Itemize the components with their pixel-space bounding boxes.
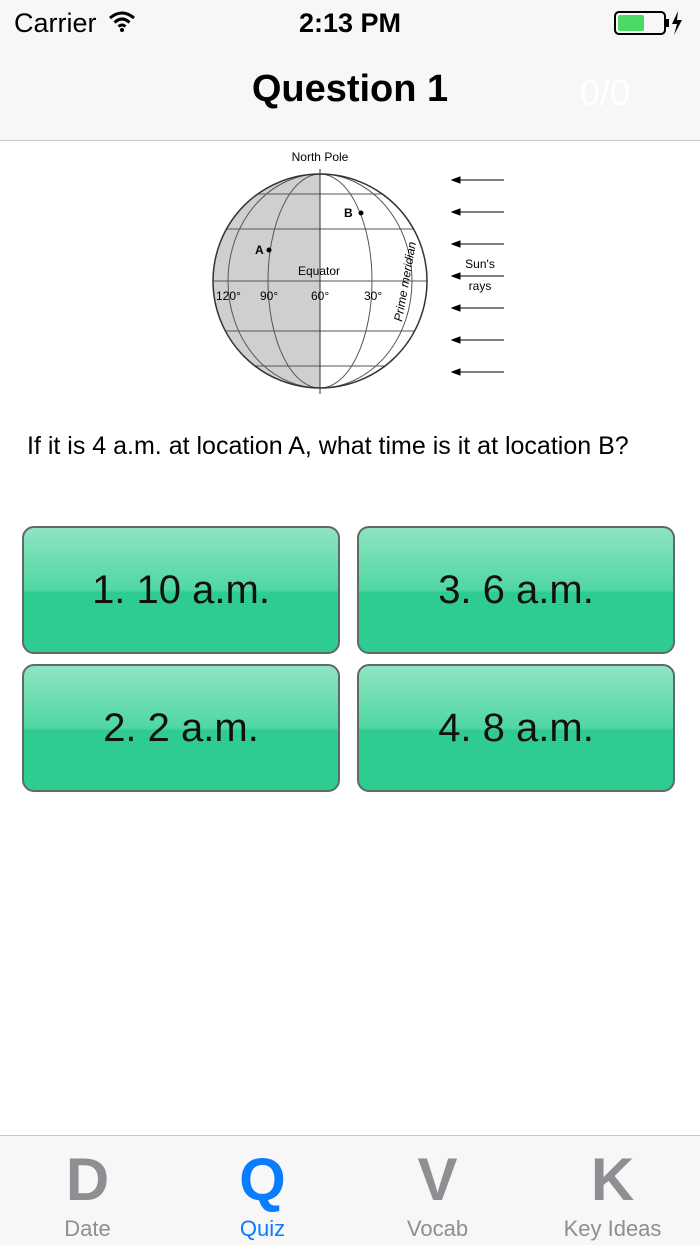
north-pole-label: North Pole: [291, 150, 349, 164]
tab-quiz[interactable]: [175, 1136, 350, 1245]
vocab-tab-icon: V: [417, 1146, 458, 1213]
date-tab-icon: D: [65, 1146, 110, 1213]
longitude-30-label: 30°: [364, 289, 383, 303]
answer-button-1[interactable]: 1. 10 a.m.: [22, 526, 340, 654]
answer-button-3[interactable]: 3. 6 a.m.: [357, 526, 675, 654]
tab-key-ideas[interactable]: [525, 1136, 700, 1245]
tab-vocab[interactable]: [350, 1136, 525, 1245]
tab-key-ideas-label: Key Ideas: [563, 1216, 662, 1241]
status-bar: [0, 0, 700, 44]
status-time: 2:13 PM: [298, 8, 402, 38]
longitude-60-label: 60°: [311, 289, 330, 303]
answer-button-4[interactable]: 4. 8 a.m.: [357, 664, 675, 792]
point-b-label: B: [344, 206, 353, 220]
tab-vocab-label: Vocab: [406, 1216, 469, 1241]
longitude-120-label: 120°: [216, 289, 241, 303]
tab-date-label: Date: [64, 1216, 111, 1241]
quiz-tab-icon: Q: [239, 1146, 286, 1213]
point-a-label: A: [255, 243, 264, 257]
equator-label: Equator: [297, 264, 341, 278]
battery-icon: [614, 10, 686, 41]
navigation-bar: [0, 44, 700, 141]
answer-button-2[interactable]: 2. 2 a.m.: [22, 664, 340, 792]
tab-quiz-label: Quiz: [239, 1216, 286, 1241]
longitude-90-label: 90°: [260, 289, 279, 303]
key-ideas-tab-icon: K: [590, 1146, 635, 1213]
question-text: If it is 4 a.m. at location A, what time is it at location B?: [27, 432, 629, 460]
prime-meridian-label: Prime meridian: [391, 240, 419, 323]
sun-rays-label-line2: rays: [468, 279, 492, 293]
page-title: Question 1: [251, 68, 449, 110]
globe-diagram: [200, 144, 520, 399]
tab-bar: [0, 1135, 700, 1245]
score-counter: 0/0: [580, 72, 631, 113]
carrier-name: Carrier: [14, 8, 97, 38]
sun-rays-label-line1: Sun's: [465, 257, 495, 271]
tab-date[interactable]: [0, 1136, 175, 1245]
